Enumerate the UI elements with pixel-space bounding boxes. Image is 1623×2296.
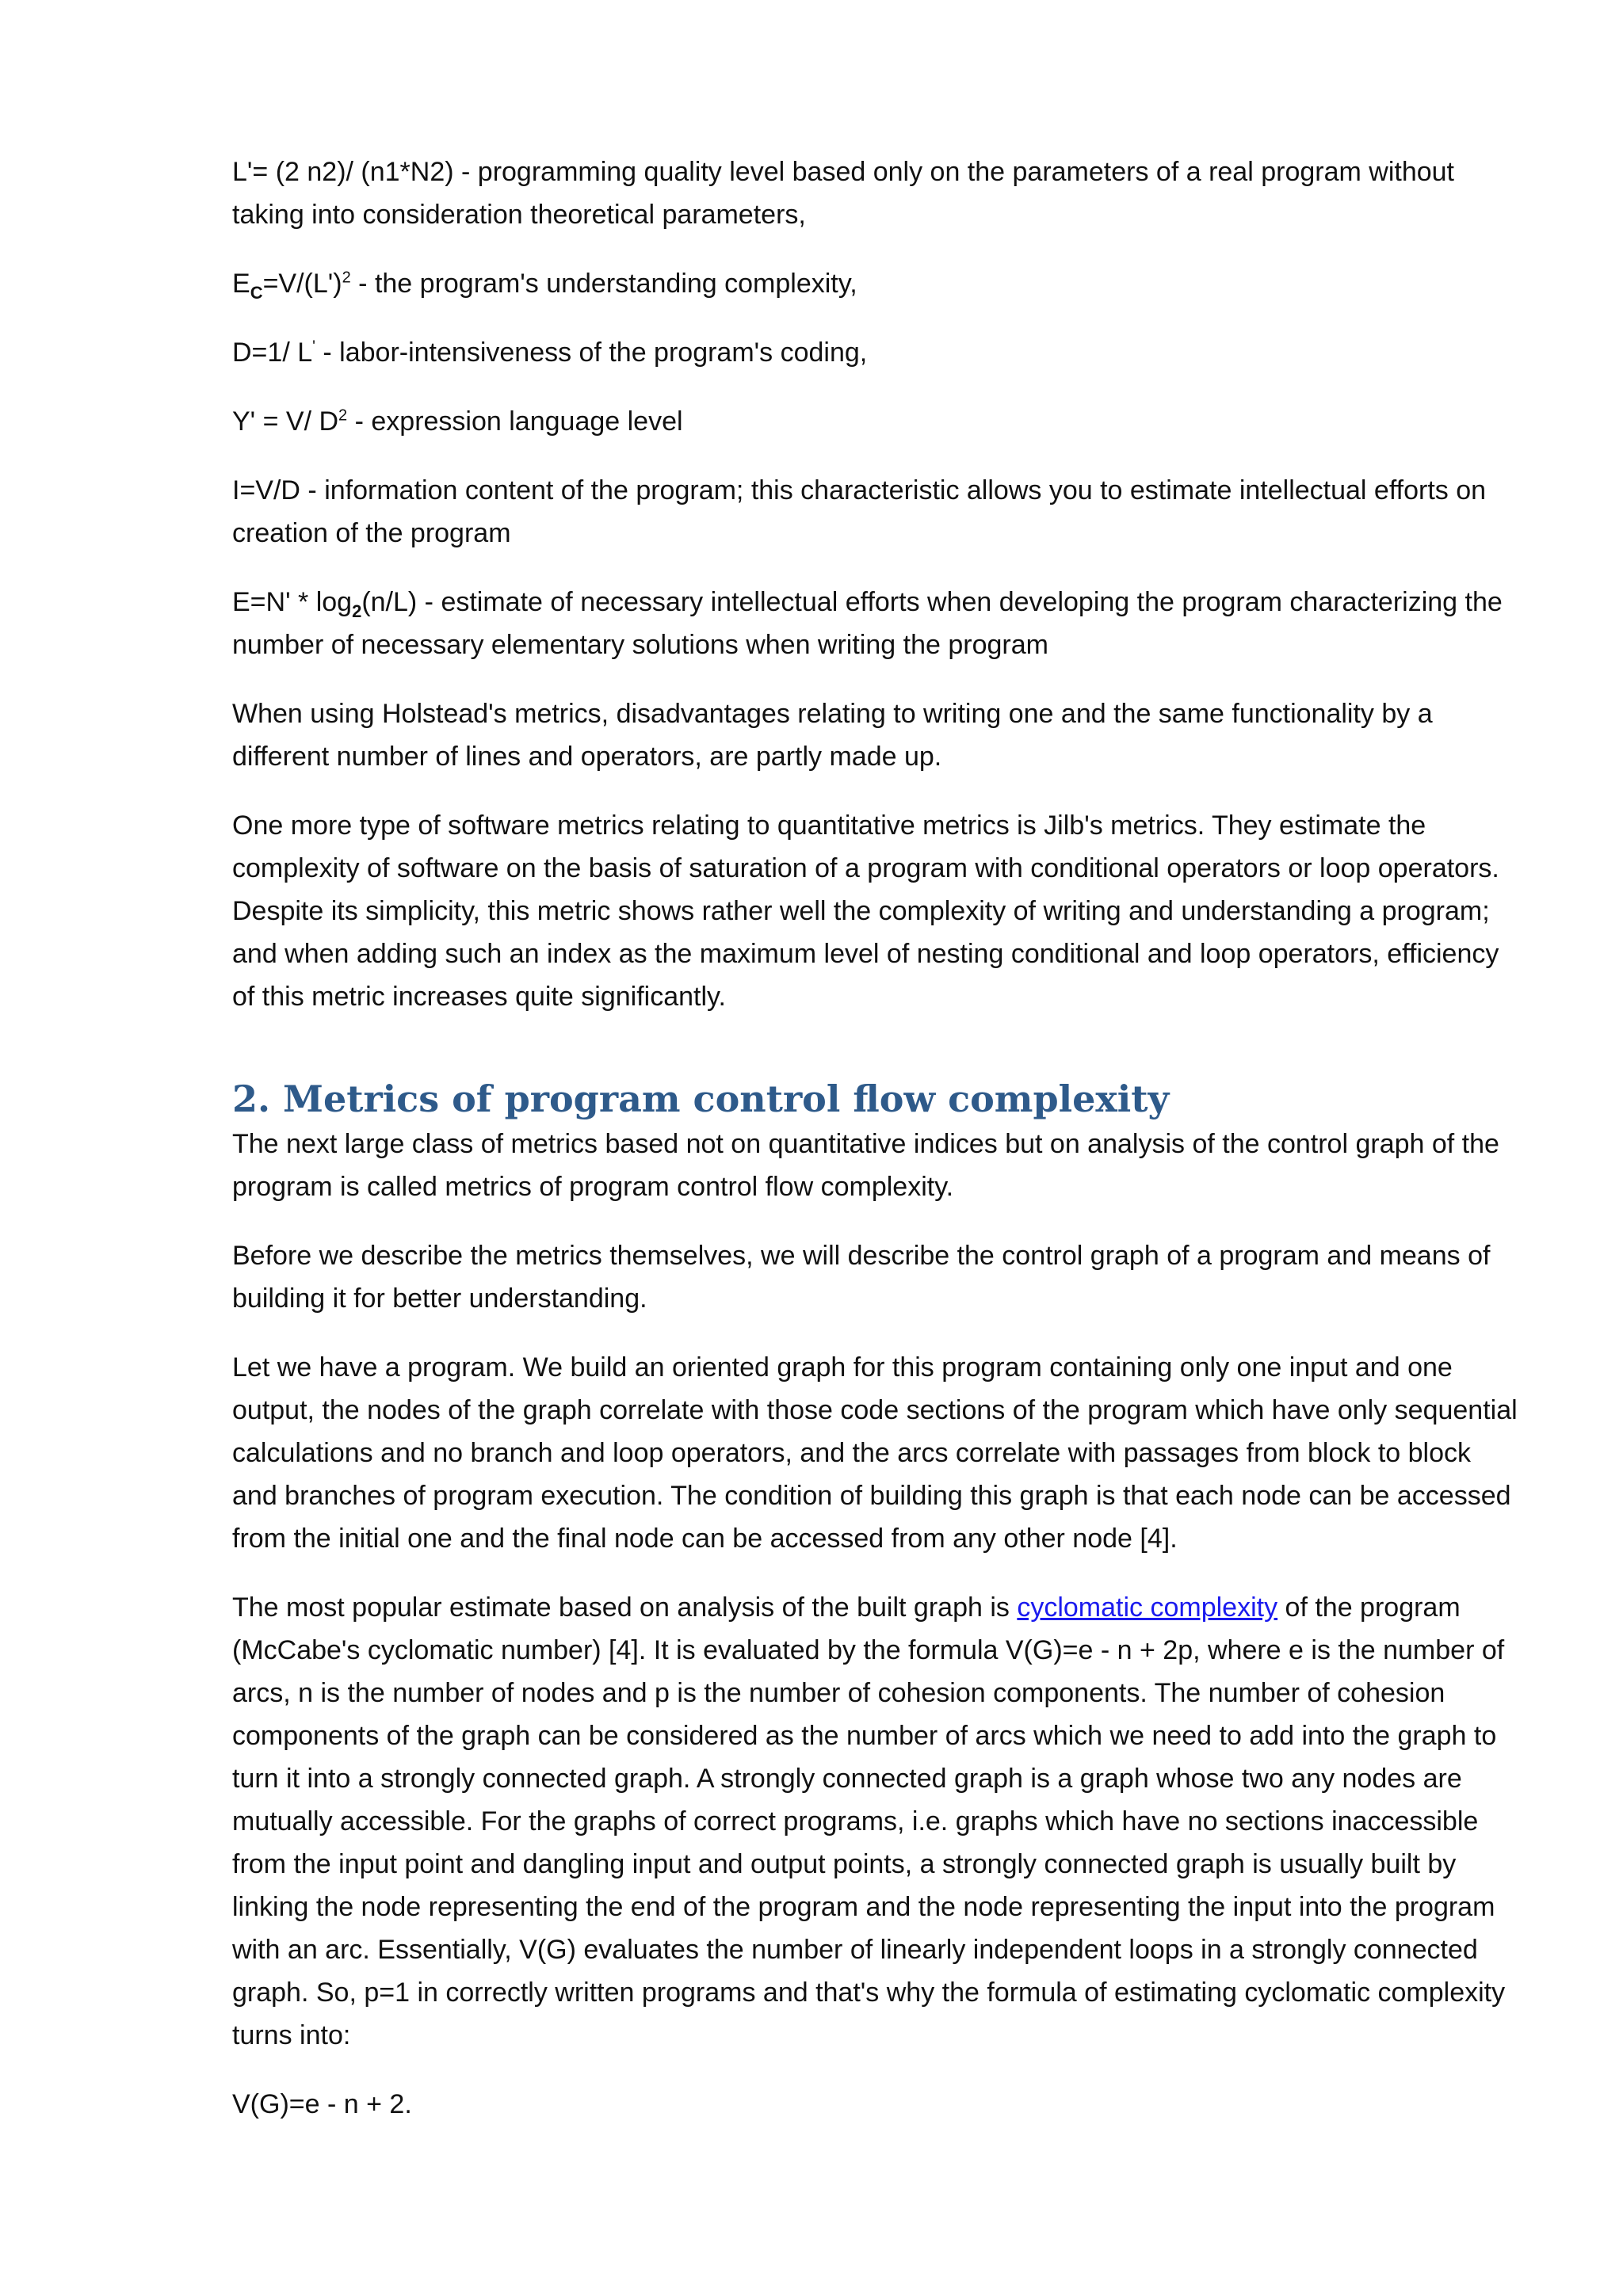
section-paragraph-4	[232, 1586, 1520, 2057]
formula-y-superscript: 2	[338, 406, 348, 425]
section-paragraph-2: Before we describe the metrics themselves, we will describe the control graph of a program and means of building it for better understanding.	[232, 1241, 1491, 1314]
formula-ec-mid: =V/(L')	[262, 269, 342, 299]
formula-ec	[232, 262, 1520, 305]
formula-e-desc: (n/L) - estimate of necessary intellectual efforts when developing the program characterizing the number of necessary elementary solutions when writing the program	[232, 587, 1503, 660]
formula-ec-desc: - the program's understanding complexity,	[350, 269, 857, 299]
formula-e-base: E=N' * log	[232, 587, 353, 617]
formula-i: I=V/D - information content of the program; this characteristic allows you to estimate intellectual efforts on creation of the program	[232, 475, 1487, 548]
paragraph-4-intro: The most popular estimate based on analysis of the built graph is	[232, 1592, 1018, 1623]
formula-y-base: Y' = V/ D	[232, 406, 339, 437]
formula-e-subscript: 2	[352, 601, 362, 621]
formula-y	[232, 400, 1520, 443]
final-formula: V(G)=e - n + 2.	[232, 2089, 412, 2119]
formula-d-desc: - labor-intensiveness of the program's coding,	[315, 338, 868, 368]
formula-l-prime: L'= (2 n2)/ (n1*N2) - programming quality level based only on the parameters of a real program without taking into consideration theoretical parameters,	[232, 157, 1454, 230]
document-page	[232, 151, 1520, 2152]
section-paragraph-3: Let we have a program. We build an oriented graph for this program containing only one input and one output, the nodes of the graph correlate with those code sections of the program which have only sequential calculations and no branch and loop operators, and the arcs correlate with passages from block to block and branches of program execution. The condition of building this graph is that each node can be accessed from the initial one and the final node can be accessed from any other node [4].	[232, 1352, 1518, 1554]
paragraph-4-body: of the program (McCabe's cyclomatic number) [4]. It is evaluated by the formula V(G)=e - n + 2p, where e is the number of arcs, n is the number of nodes and p is the number of cohesion components. The number of cohesion components of the graph can be considered as the number of arcs which we need to add into the graph to turn it into a strongly connected graph. A strongly connected graph is a graph whose two any nodes are mutually accessible. For the graphs of correct programs, i.e. graphs which have no sections inaccessible from the input point and dangling input and output points, a strongly connected graph is usually built by linking the node representing the end of the program and the node representing the input into the program with an arc. Essentially, V(G) evaluates the number of linearly independent loops in a strongly connected graph. So, p=1 in correctly written programs and that's why the formula of estimating cyclomatic complexity turns into:	[232, 1592, 1506, 2050]
formula-e	[232, 581, 1520, 666]
formula-d	[232, 331, 1520, 374]
formula-ec-superscript: 2	[342, 269, 351, 287]
cyclomatic-complexity-link[interactable]: cyclomatic complexity	[1017, 1592, 1278, 1623]
formula-d-superscript: '	[312, 338, 315, 356]
formula-ec-base: E	[232, 269, 250, 299]
formula-ec-subscript: C	[250, 282, 263, 303]
section-heading: 2. Metrics of program control flow complexity	[232, 1077, 1170, 1120]
paragraph-holstead: When using Holstead's metrics, disadvantages relating to writing one and the same functionality by a different number of lines and operators, are partly made up.	[232, 699, 1433, 772]
section-paragraph-1: The next large class of metrics based not on quantitative indices but on analysis of the control graph of the program is called metrics of program control flow complexity.	[232, 1129, 1499, 1202]
formula-y-desc: - expression language level	[347, 406, 683, 437]
paragraph-jilb: One more type of software metrics relating to quantitative metrics is Jilb's metrics. They estimate the complexity of software on the basis of saturation of a program with conditional operators or loop operators. Despite its simplicity, this metric shows rather well the complexity of writing and understanding a program; and when adding such an index as the maximum level of nesting conditional and loop operators, efficiency of this metric increases quite significantly.	[232, 810, 1499, 1012]
formula-d-base: D=1/ L	[232, 338, 313, 368]
